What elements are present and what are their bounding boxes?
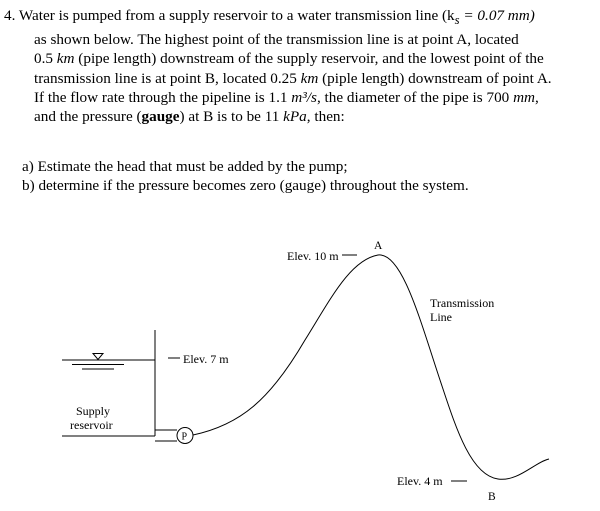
part-b: b) determine if the pressure becomes zero (gauge) throughout the system. [22,177,469,194]
transmission-label-2: Line [430,310,452,324]
supply-label-2: reservoir [70,418,113,432]
problem-line-4: transmission line is at point B, located 0.25 km (piple length) downstream of point A. [34,69,552,87]
problem-line-1: 4. Water is pumped from a supply reservoir to a water transmission line ($k_s = 0.07$ mm) [4,7,535,28]
point-b-label: B [488,491,496,503]
elev-b-label: Elev. 4 m [397,474,443,488]
transmission-label-1: Transmission [430,296,495,310]
problem-line-5: If the flow rate through the pipeline is 1.1 m³/s, the diameter of the pipe is 700 mm, [34,88,539,106]
water-level-triangle-icon [93,354,103,360]
problem-line-2: as shown below. The highest point of the transmission line is at point A, located [34,31,519,49]
problem-line-6: and the pressure (gauge) at B is to be 11 kPa, then: [34,108,345,126]
elev-reservoir-label: Elev. 7 m [183,352,229,366]
problem-number: 4. [4,7,16,24]
transmission-line-curve [193,255,549,479]
pump-label: P [181,431,188,443]
elev-a-label: Elev. 10 m [287,249,339,263]
problem-line-3: 0.5 km (pipe length) downstream of the supply reservoir, and the lowest point of the [34,50,544,68]
point-a-label: A [374,240,383,252]
supply-label-1: Supply [76,404,111,418]
pipeline-diagram [0,228,600,511]
part-a: a) Estimate the head that must be added by the pump; [22,158,348,175]
problem-statement [4,6,592,126]
question-parts [22,157,469,195]
